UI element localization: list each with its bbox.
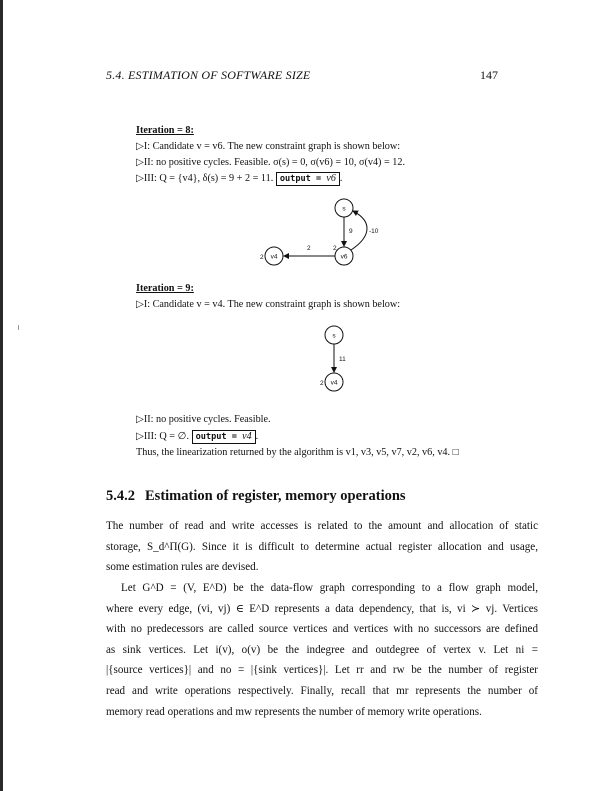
svg-text:s: s xyxy=(332,332,336,340)
constraint-graph-iteration-9 xyxy=(290,318,370,398)
iteration-9-step-1: ▷I: Candidate v = v4. The new constraint graph is shown below: xyxy=(136,299,401,310)
linearization-result: Thus, the linearization returned by the algorithm is v1, v3, v5, v7, v2, v6, v4. □ xyxy=(136,447,459,458)
node-s xyxy=(335,199,353,217)
text-line: with no predecessors are called source vertices and vertices with no successors are defined xyxy=(106,623,538,636)
iteration-8-title: Iteration = 8: xyxy=(136,125,194,136)
text-line: Let G^D = (V, E^D) be the data-flow graph corresponding to a flow graph model, xyxy=(121,582,538,594)
svg-text:v6: v6 xyxy=(340,253,348,261)
section-heading xyxy=(106,488,406,505)
text-line: The number of read and write accesses is related to the amount and allocation of static xyxy=(106,520,538,532)
page-binding-edge xyxy=(0,0,3,791)
node-v4 xyxy=(265,247,283,265)
text-line: some estimation rules are devised. xyxy=(106,561,259,574)
section-number: 5.4.2 xyxy=(106,488,135,504)
node-v4 xyxy=(325,373,343,391)
edge-v6-s xyxy=(351,211,367,250)
output-box: output = v4 xyxy=(192,430,256,444)
paragraph-data-flow-graph xyxy=(106,578,538,722)
svg-text:s: s xyxy=(342,205,346,213)
scan-artifact xyxy=(18,325,19,330)
text-line: memory read operations and mw represents the number of memory write operations. xyxy=(106,705,482,718)
text-line: read and write operations respectively. Finally, recall that mr represents the number of xyxy=(106,684,538,697)
delta-label-v6: 2 xyxy=(333,245,337,252)
edge-weight-v6-v4: 2 xyxy=(307,245,311,252)
edge-weight-s-v6: 9 xyxy=(349,228,353,235)
text-line: where every edge, (vi, vj) ∈ E^D represents a data dependency, that is, vi ≻ vj. Vertices xyxy=(106,602,538,615)
section-title: Estimation of register, memory operations xyxy=(145,488,406,504)
iteration-8-step-2: ▷II: no positive cycles. Feasible. σ(s) = 0, σ(v6) = 10, σ(v4) = 12. xyxy=(136,157,406,168)
node-s xyxy=(325,326,343,344)
iteration-8-step-3: ▷III: Q = {v4}, δ(s) = 9 + 2 = 11. output = v6 . xyxy=(136,173,343,184)
edge-weight-s-v4: 11 xyxy=(339,356,346,363)
constraint-graph-iteration-8 xyxy=(250,188,410,273)
text-line: |{source vertices}| and no = |{sink vertices}|. Let rr and rw be the number of register xyxy=(106,664,538,677)
text-line: as sink vertices. Let i(v), o(v) be the indegree and outdegree of vertex v. Let ni = xyxy=(106,643,538,656)
chapter-heading: 5.4. ESTIMATION OF SOFTWARE SIZE xyxy=(106,68,311,82)
iteration-9-title: Iteration = 9: xyxy=(136,283,194,294)
edge-weight-v6-s: -10 xyxy=(369,228,379,235)
svg-text:v4: v4 xyxy=(270,253,278,261)
iteration-9-step-2: ▷II: no positive cycles. Feasible. xyxy=(136,414,271,425)
paragraph-static-storage xyxy=(106,516,538,578)
delta-label-v4: 2 xyxy=(320,380,324,387)
delta-label-v4: 2 xyxy=(260,254,264,261)
text-line: storage, S_d^Π(G). Since it is difficult to determine actual register allocation and usage, xyxy=(106,540,538,553)
iteration-8-step-1: ▷I: Candidate v = v6. The new constraint graph is shown below: xyxy=(136,141,401,152)
svg-text:v4: v4 xyxy=(330,379,338,387)
node-v6 xyxy=(335,247,353,265)
iteration-9-step-3: ▷III: Q = ∅. output = v4 . xyxy=(136,431,259,442)
page-number: 147 xyxy=(480,68,498,82)
output-box: output = v6 xyxy=(276,172,340,186)
